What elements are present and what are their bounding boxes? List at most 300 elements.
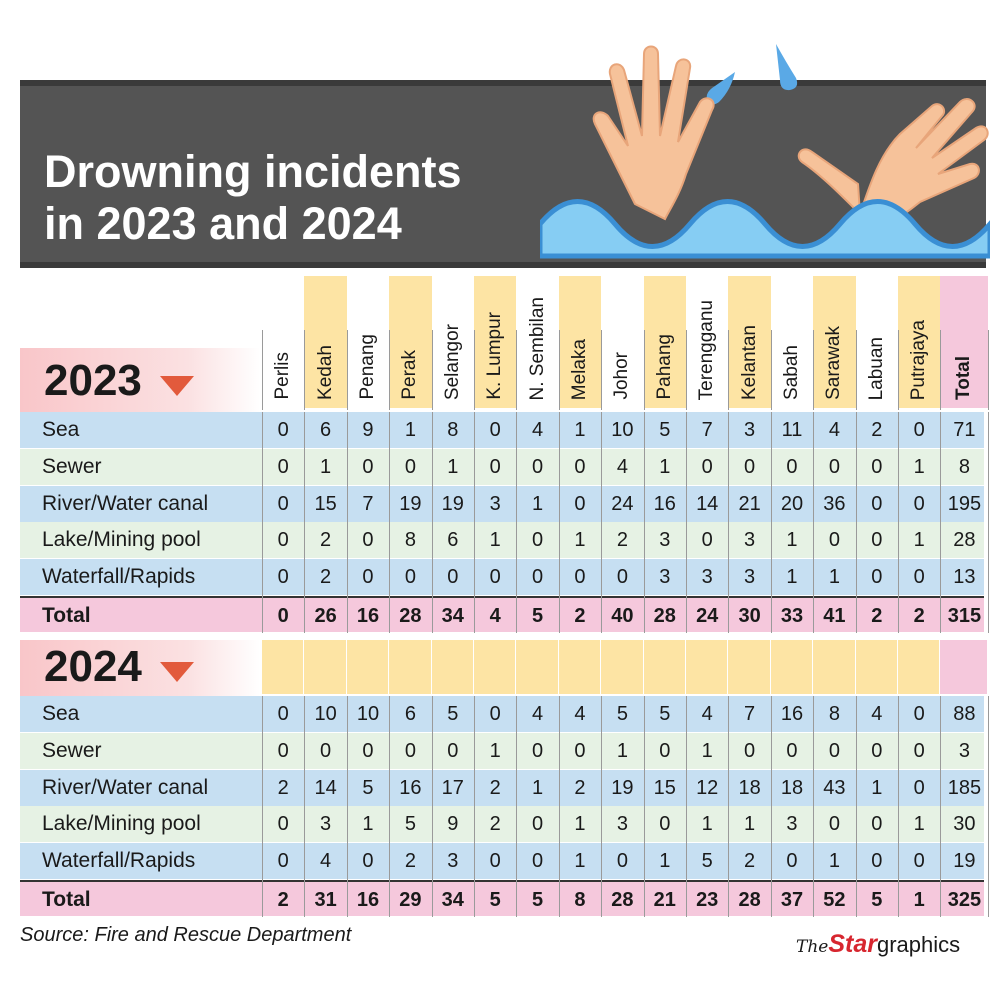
table-cell: 0 xyxy=(574,566,586,589)
table-cell: 8 xyxy=(828,703,840,725)
grid-line xyxy=(347,412,348,633)
table-cell: 16 xyxy=(356,605,380,627)
table-cell: 5 xyxy=(447,703,459,725)
column-label: Total xyxy=(953,356,975,400)
table-cell: 5 xyxy=(362,776,374,799)
column-label: Perlis xyxy=(272,352,294,400)
table-cell: 14 xyxy=(314,776,337,799)
grid-line xyxy=(771,330,772,410)
year-label: 2023 xyxy=(44,356,142,405)
table-cell: 34 xyxy=(441,605,464,627)
table-cell: 2 xyxy=(489,813,501,836)
table-cell: 2 xyxy=(871,605,883,627)
table-cell: 3 xyxy=(659,529,671,552)
table-cell: 28 xyxy=(611,889,634,911)
header-strip-cell xyxy=(601,640,642,694)
table-cell: 7 xyxy=(701,419,713,441)
table-cell: 0 xyxy=(489,419,501,441)
table-cell: 0 xyxy=(828,739,840,762)
table-cell: 5 xyxy=(616,703,628,725)
table-cell: 31 xyxy=(314,889,337,911)
table-cell: 3 xyxy=(786,813,798,836)
column-label: Melaka xyxy=(568,338,590,400)
table-cell: 3 xyxy=(489,492,501,515)
table-cell: 30 xyxy=(738,605,761,627)
table-cell: 19 xyxy=(953,850,976,873)
table-cell: 0 xyxy=(277,419,289,441)
grid-line xyxy=(856,412,857,633)
table-cell: 0 xyxy=(362,566,374,589)
column-label: Kelantan xyxy=(738,324,760,400)
table-row xyxy=(20,733,984,769)
column-label: Sabah xyxy=(780,345,802,400)
table-cell: 0 xyxy=(871,850,883,873)
row-label: Total xyxy=(42,888,91,911)
header-strip-cell xyxy=(686,640,727,694)
table-cell: 9 xyxy=(362,419,374,441)
logo-the: The xyxy=(796,937,829,957)
table-cell: 24 xyxy=(611,492,634,515)
table-cell: 1 xyxy=(701,739,713,762)
grid-line xyxy=(516,696,517,917)
table-cell: 2 xyxy=(404,850,416,873)
column-header xyxy=(474,270,516,408)
table-cell: 0 xyxy=(532,566,544,589)
column-header xyxy=(813,270,855,408)
column-header xyxy=(559,270,601,408)
table-cell: 1 xyxy=(447,455,459,478)
table-cell: 1 xyxy=(362,813,374,836)
source-note: Source: Fire and Rescue Department xyxy=(20,924,352,946)
column-label: Labuan xyxy=(865,336,887,400)
table-cell: 315 xyxy=(947,605,982,627)
table-cell: 8 xyxy=(958,455,970,478)
table-cell: 1 xyxy=(828,566,840,589)
grid-line xyxy=(262,696,263,917)
table-cell: 19 xyxy=(441,492,464,515)
column-header xyxy=(728,270,770,408)
table-row xyxy=(20,559,984,595)
grid-line xyxy=(262,412,263,633)
row-label: Sewer xyxy=(42,738,102,762)
table-cell: 0 xyxy=(277,813,289,836)
grid-line xyxy=(728,696,729,917)
header-strip-cell xyxy=(813,640,854,694)
table-cell: 41 xyxy=(823,605,846,627)
table-cell: 8 xyxy=(447,419,459,441)
table-cell: 6 xyxy=(404,703,416,725)
table-cell: 23 xyxy=(696,889,719,911)
column-header xyxy=(686,270,728,408)
grid-line xyxy=(601,330,602,410)
table-cell: 28 xyxy=(738,889,761,911)
down-arrow-icon xyxy=(160,376,194,396)
column-label: K. Lumpur xyxy=(484,312,506,400)
row-label: Waterfall/Rapids xyxy=(42,565,196,589)
header-strip-cell xyxy=(898,640,939,694)
table-cell: 0 xyxy=(277,566,289,589)
table-cell: 0 xyxy=(828,813,840,836)
table-row xyxy=(20,449,984,485)
table-cell: 0 xyxy=(913,566,925,589)
table-cell: 1 xyxy=(489,529,501,552)
table-cell: 5 xyxy=(871,889,883,911)
table-cell: 1 xyxy=(404,419,416,441)
table-cell: 0 xyxy=(362,850,374,873)
table-cell: 0 xyxy=(871,529,883,552)
table-cell: 5 xyxy=(532,605,544,627)
table-cell: 0 xyxy=(489,566,501,589)
table-cell: 0 xyxy=(574,492,586,515)
table-cell: 21 xyxy=(653,889,676,911)
table-cell: 3 xyxy=(659,566,671,589)
grid-line xyxy=(728,412,729,633)
table-cell: 0 xyxy=(404,566,416,589)
column-label: Kedah xyxy=(314,345,336,400)
grid-line xyxy=(347,696,348,917)
title-line-1: Drowning incidents xyxy=(44,146,462,197)
table-cell: 0 xyxy=(532,850,544,873)
table-row xyxy=(20,806,984,842)
grid-line xyxy=(686,412,687,633)
table-cell: 34 xyxy=(441,889,464,911)
table-cell: 4 xyxy=(320,850,332,873)
table-cell: 26 xyxy=(314,605,337,627)
header-strip-cell xyxy=(389,640,430,694)
table-cell: 1 xyxy=(913,455,925,478)
table-cell: 2 xyxy=(320,529,332,552)
grid-line xyxy=(898,412,899,633)
grid-line xyxy=(771,696,772,917)
grid-line xyxy=(856,696,857,917)
row-label: Sea xyxy=(42,418,80,441)
table-cell: 3 xyxy=(744,419,756,441)
column-header xyxy=(516,270,558,408)
column-header xyxy=(771,270,813,408)
column-header xyxy=(304,270,346,408)
table-cell: 4 xyxy=(701,703,713,725)
table-cell: 5 xyxy=(404,813,416,836)
grid-line xyxy=(389,412,390,633)
header-strip-cell xyxy=(644,640,685,694)
table-row xyxy=(20,596,984,632)
table-cell: 0 xyxy=(871,813,883,836)
row-label: Waterfall/Rapids xyxy=(42,849,196,873)
table-cell: 0 xyxy=(532,739,544,762)
table-cell: 0 xyxy=(786,455,798,478)
row-label: Sea xyxy=(42,702,80,725)
grid-line xyxy=(728,330,729,410)
table-cell: 6 xyxy=(320,419,332,441)
grid-line xyxy=(262,330,263,410)
table-row xyxy=(20,880,984,916)
header-strip-cell xyxy=(940,640,987,694)
table-cell: 29 xyxy=(399,889,422,911)
grid-line xyxy=(474,412,475,633)
table-cell: 4 xyxy=(532,419,544,441)
header-strip-cell xyxy=(347,640,388,694)
table-cell: 43 xyxy=(823,776,846,799)
table-cell: 0 xyxy=(659,739,671,762)
table-cell: 2 xyxy=(320,566,332,589)
column-label: N. Sembilan xyxy=(526,296,548,400)
column-header xyxy=(898,270,940,408)
table-cell: 24 xyxy=(696,605,719,627)
table-cell: 28 xyxy=(953,529,976,552)
table-cell: 14 xyxy=(696,492,719,515)
table-cell: 1 xyxy=(786,529,798,552)
table-cell: 1 xyxy=(532,776,544,799)
grid-line xyxy=(304,330,305,410)
column-header xyxy=(644,270,686,408)
table-cell: 2 xyxy=(574,776,586,799)
column-header xyxy=(856,270,898,408)
year-label: 2024 xyxy=(44,642,142,691)
row-label: Lake/Mining pool xyxy=(42,528,201,552)
table-cell: 12 xyxy=(696,776,719,799)
table-cell: 9 xyxy=(447,813,459,836)
table-cell: 4 xyxy=(489,605,501,627)
table-cell: 1 xyxy=(320,455,332,478)
table-cell: 0 xyxy=(447,566,459,589)
table-row xyxy=(20,770,984,806)
table-cell: 195 xyxy=(947,492,982,515)
table-cell: 0 xyxy=(871,739,883,762)
table-cell: 2 xyxy=(871,419,883,441)
table-cell: 8 xyxy=(574,889,586,911)
table-cell: 2 xyxy=(616,529,628,552)
column-header xyxy=(432,270,474,408)
row-label: River/Water canal xyxy=(42,491,209,515)
table-cell: 4 xyxy=(574,703,586,725)
table-cell: 0 xyxy=(786,850,798,873)
table-cell: 2 xyxy=(574,605,586,627)
table-cell: 1 xyxy=(489,739,501,762)
logo-star: Star xyxy=(828,930,877,958)
table-cell: 5 xyxy=(532,889,544,911)
table-cell: 15 xyxy=(653,776,676,799)
grid-line xyxy=(601,412,602,633)
table-cell: 0 xyxy=(489,455,501,478)
table-cell: 0 xyxy=(404,455,416,478)
table-cell: 16 xyxy=(780,703,804,725)
table-row xyxy=(20,522,984,558)
table-cell: 4 xyxy=(532,703,544,725)
table-cell: 3 xyxy=(744,529,756,552)
table-cell: 1 xyxy=(532,492,544,515)
table-cell: 185 xyxy=(947,776,982,799)
column-label: Putrajaya xyxy=(908,319,930,400)
page-title xyxy=(44,146,564,250)
table-cell: 1 xyxy=(616,739,628,762)
table-cell: 1 xyxy=(659,850,671,873)
table-cell: 16 xyxy=(399,776,422,799)
grid-line xyxy=(856,330,857,410)
table-cell: 6 xyxy=(447,529,459,552)
table-cell: 2 xyxy=(489,776,501,799)
table-cell: 325 xyxy=(947,889,982,911)
table-cell: 28 xyxy=(653,605,676,627)
table-cell: 0 xyxy=(362,455,374,478)
table-cell: 20 xyxy=(780,492,804,515)
table-cell: 0 xyxy=(277,850,289,873)
table-cell: 0 xyxy=(320,739,332,762)
table-cell: 4 xyxy=(828,419,840,441)
table-cell: 0 xyxy=(913,703,925,725)
table-cell: 36 xyxy=(823,492,846,515)
grid-line xyxy=(898,696,899,917)
table-cell: 0 xyxy=(277,492,289,515)
column-label: Sarawak xyxy=(823,326,845,400)
drowning-hands-icon xyxy=(540,24,990,264)
table-cell: 2 xyxy=(913,605,925,627)
grid-line xyxy=(389,696,390,917)
table-cell: 0 xyxy=(616,850,628,873)
table-cell: 1 xyxy=(913,889,925,911)
table-cell: 0 xyxy=(913,492,925,515)
table-cell: 0 xyxy=(913,776,925,799)
grid-line xyxy=(898,330,899,410)
table-cell: 0 xyxy=(532,455,544,478)
grid-line xyxy=(644,330,645,410)
grid-line xyxy=(304,412,305,633)
grid-line xyxy=(686,696,687,917)
table-cell: 0 xyxy=(532,813,544,836)
table-cell: 52 xyxy=(823,889,846,911)
grid-line xyxy=(432,330,433,410)
table-cell: 5 xyxy=(659,703,671,725)
table-cell: 40 xyxy=(611,605,634,627)
table-cell: 3 xyxy=(744,566,756,589)
grid-line xyxy=(516,330,517,410)
table-cell: 0 xyxy=(659,813,671,836)
table-cell: 1 xyxy=(871,776,883,799)
column-header xyxy=(262,270,304,408)
table-cell: 1 xyxy=(574,813,586,836)
row-label: River/Water canal xyxy=(42,775,209,799)
grid-line xyxy=(940,412,941,633)
grid-line xyxy=(686,330,687,410)
table-cell: 0 xyxy=(362,739,374,762)
table-cell: 0 xyxy=(532,529,544,552)
table-cell: 71 xyxy=(953,419,976,441)
table-cell: 0 xyxy=(574,455,586,478)
grid-line xyxy=(644,412,645,633)
column-header xyxy=(940,270,988,408)
row-label: Total xyxy=(42,604,91,627)
column-header xyxy=(347,270,389,408)
table-row xyxy=(20,412,984,448)
table-cell: 0 xyxy=(828,529,840,552)
table-cell: 5 xyxy=(701,850,713,873)
table-cell: 0 xyxy=(828,455,840,478)
table-cell: 5 xyxy=(489,889,501,911)
table-cell: 0 xyxy=(744,739,756,762)
header-strip-cell xyxy=(516,640,557,694)
table-cell: 19 xyxy=(611,776,634,799)
table-cell: 1 xyxy=(574,419,586,441)
column-label: Selangor xyxy=(441,323,463,400)
column-label: Penang xyxy=(356,334,378,400)
grid-line xyxy=(432,412,433,633)
table-cell: 28 xyxy=(399,605,422,627)
table-cell: 15 xyxy=(314,492,337,515)
table-cell: 3 xyxy=(616,813,628,836)
table-cell: 10 xyxy=(611,419,634,441)
table-cell: 37 xyxy=(780,889,804,911)
table-cell: 30 xyxy=(953,813,976,836)
table-cell: 5 xyxy=(659,419,671,441)
table-cell: 19 xyxy=(399,492,422,515)
grid-line xyxy=(474,330,475,410)
grid-line xyxy=(813,412,814,633)
table-cell: 0 xyxy=(447,739,459,762)
grid-line xyxy=(559,330,560,410)
table-cell: 1 xyxy=(913,813,925,836)
grid-line xyxy=(559,696,560,917)
table-cell: 4 xyxy=(616,455,628,478)
table-cell: 3 xyxy=(320,813,332,836)
title-line-2: in 2023 and 2024 xyxy=(44,198,402,249)
row-label: Lake/Mining pool xyxy=(42,812,201,836)
table-cell: 0 xyxy=(616,566,628,589)
row-label: Sewer xyxy=(42,454,102,478)
table-cell: 1 xyxy=(701,813,713,836)
grid-line xyxy=(813,696,814,917)
table-cell: 1 xyxy=(659,455,671,478)
grid-line xyxy=(601,696,602,917)
table-cell: 16 xyxy=(356,889,380,911)
header-strip-cell xyxy=(474,640,515,694)
table-cell: 17 xyxy=(441,776,464,799)
table-cell: 0 xyxy=(277,605,289,627)
table-cell: 10 xyxy=(356,703,380,725)
table-cell: 0 xyxy=(489,850,501,873)
table-cell: 0 xyxy=(362,529,374,552)
table-cell: 0 xyxy=(871,492,883,515)
table-cell: 0 xyxy=(744,455,756,478)
table-cell: 3 xyxy=(958,739,970,762)
grid-line xyxy=(644,696,645,917)
star-graphics-logo xyxy=(796,930,960,959)
table-cell: 8 xyxy=(404,529,416,552)
column-label: Perak xyxy=(399,350,421,400)
grid-line xyxy=(516,412,517,633)
column-label: Pahang xyxy=(653,334,675,400)
table-cell: 0 xyxy=(277,703,289,725)
table-cell: 1 xyxy=(744,813,756,836)
grid-line xyxy=(940,330,941,410)
header-strip-cell xyxy=(262,640,303,694)
table-cell: 1 xyxy=(574,529,586,552)
table-cell: 88 xyxy=(953,703,976,725)
table-cell: 33 xyxy=(780,605,804,627)
table-cell: 1 xyxy=(913,529,925,552)
table-cell: 0 xyxy=(277,455,289,478)
table-cell: 18 xyxy=(780,776,804,799)
column-label: Johor xyxy=(611,352,633,400)
grid-line xyxy=(988,696,989,917)
grid-line xyxy=(988,412,989,633)
table-cell: 2 xyxy=(277,776,289,799)
column-header xyxy=(389,270,431,408)
table-cell: 0 xyxy=(574,739,586,762)
table-cell: 21 xyxy=(738,492,761,515)
logo-graphics: graphics xyxy=(877,932,961,957)
table-cell: 0 xyxy=(701,455,713,478)
table-cell: 3 xyxy=(447,850,459,873)
grid-line xyxy=(474,696,475,917)
